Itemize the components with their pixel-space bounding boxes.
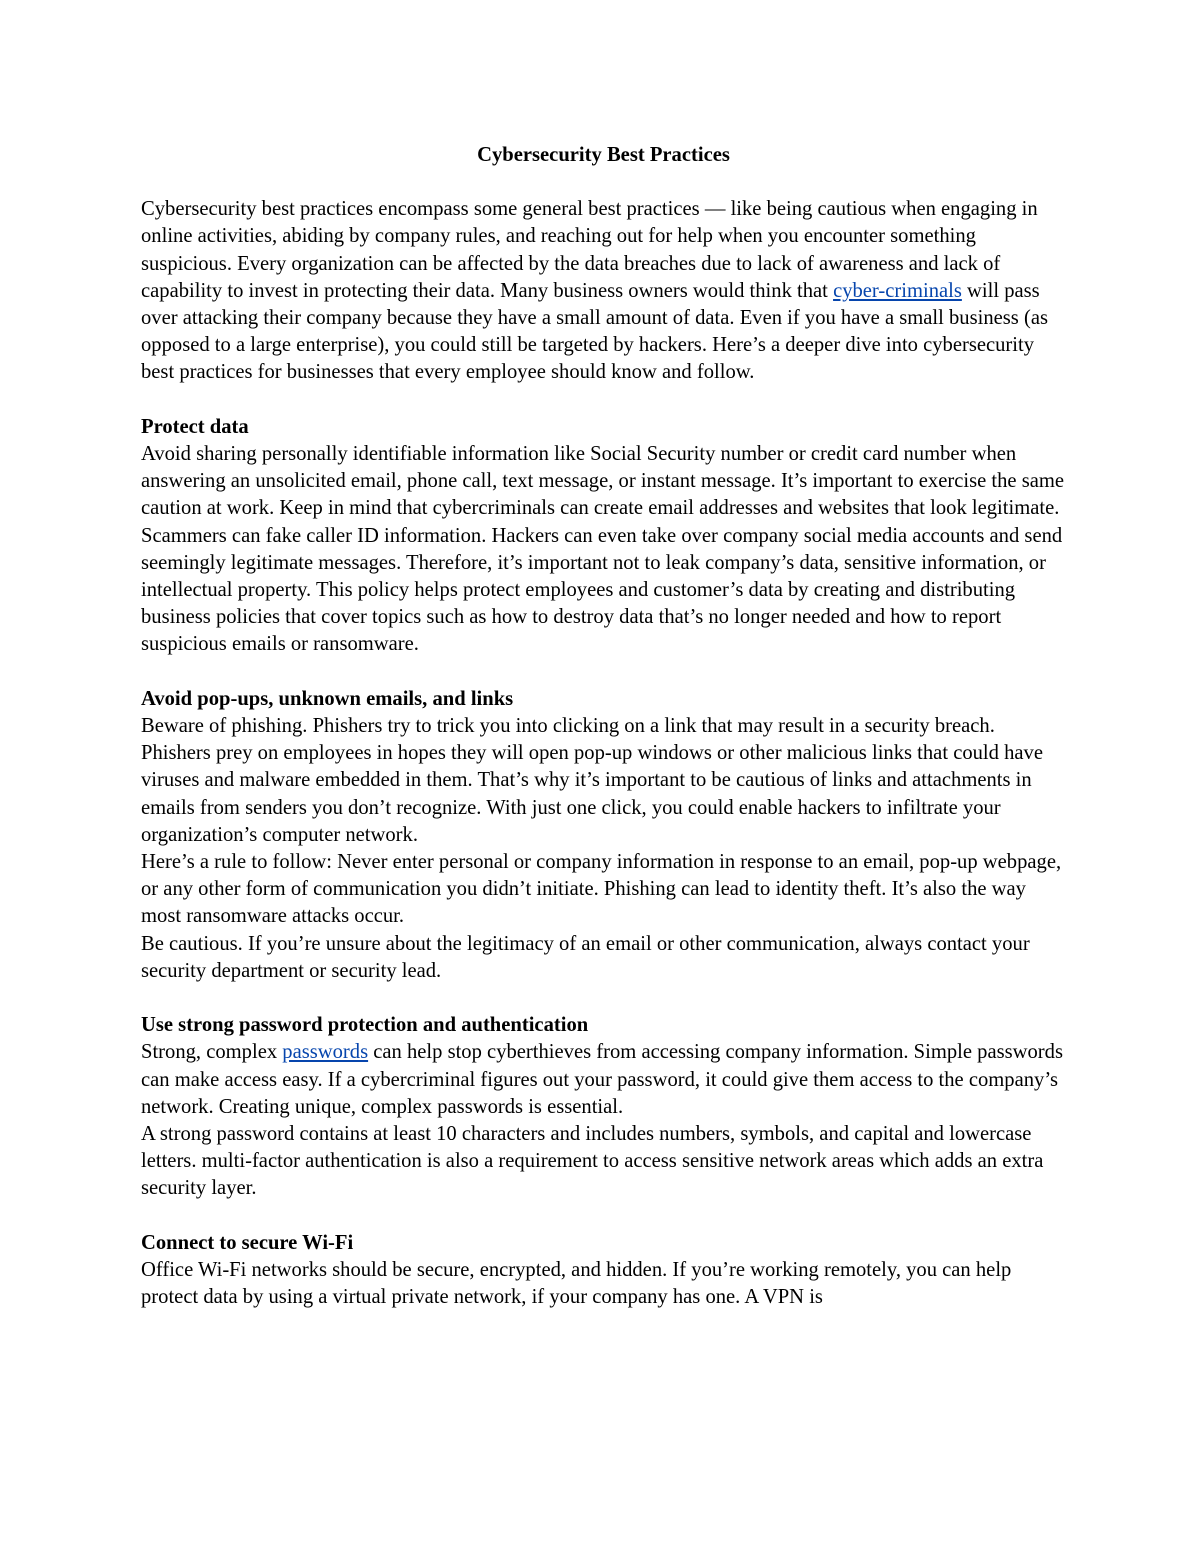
- section-paragraph: Be cautious. If you’re unsure about the legitimacy of an email or other communication, always contact your security department or security lead.: [141, 932, 1030, 982]
- section-strong-passwords: [141, 1012, 1066, 1202]
- section-paragraph: Avoid sharing personally identifiable information like Social Security number or credit card number when answering an unsolicited email, phone call, text message, or instant message. It’s important to exercise the same caution at work. Keep in mind that cybercriminals can create email addresses and websites that look legitimate. Scammers can fake caller ID information. Hackers can even take over company social media accounts and send seemingly legitimate messages. Therefore, it’s important not to leak company’s data, sensitive information, or intellectual property. This policy helps protect employees and customer’s data by creating and distributing business policies that cover topics such as how to destroy data that’s no longer needed and how to report suspicious emails or ransomware.: [141, 443, 1065, 656]
- section-heading: Connect to secure Wi-Fi: [141, 1231, 354, 1254]
- cyber-criminals-link[interactable]: cyber-criminals: [833, 279, 962, 302]
- section-paragraph: Here’s a rule to follow: Never enter personal or company information in response to an email, pop-up webpage, or any other form of communication you didn’t initiate. Phishing can lead to identity theft. It’s also the way most ransomware attacks occur.: [141, 851, 1062, 928]
- section-secure-wifi: [141, 1230, 1066, 1312]
- intro-text-end: will pass over attacking their company because they have a small amount of data. Even if you have a small business (as opposed to a large enterprise), you could still be targeted by hackers. Here’s a deeper dive into cybersecurity best practices for businesses that every employee should know and follow.: [141, 279, 1048, 384]
- section-avoid-popups: [141, 686, 1066, 985]
- document-title: Cybersecurity Best Practices: [477, 144, 730, 166]
- section-protect-data: [141, 414, 1066, 659]
- password-text-start: Strong, complex: [141, 1041, 283, 1064]
- section-paragraph: Office Wi-Fi networks should be secure, encrypted, and hidden. If you’re working remotely, you can help protect data by using a virtual private network, if your company has one. A VPN is: [141, 1259, 1012, 1309]
- document-body: [141, 142, 1066, 1339]
- intro-text-start: Cybersecurity best practices encompass some general best practices — like being cautious when engaging in online activities, abiding by company rules, and reaching out for help when you encounter something suspicious. Every organization can be affected by the data breaches due to lack of awareness and lack of capability to invest in protecting their data. Many business owners would think that: [141, 198, 1038, 302]
- section-heading: Use strong password protection and authentication: [141, 1014, 589, 1037]
- section-paragraph: Beware of phishing. Phishers try to trick you into clicking on a link that may result in a security breach. Phishers prey on employees in hopes they will open pop-up windows or other malicious links that could have viruses and malware embedded in them. That’s why it’s important to be cautious of links and attachments in emails from senders you don’t recognize. With just one click, you could enable hackers to infiltrate your organization’s computer network.: [141, 715, 1043, 846]
- section-paragraph: [141, 1039, 1066, 1121]
- section-paragraph: A strong password contains at least 10 characters and includes numbers, symbols, and capital and lowercase letters. multi-factor authentication is also a requirement to access sensitive network areas which adds an extra security layer.: [141, 1123, 1044, 1200]
- section-heading: Protect data: [141, 415, 249, 438]
- password-text-end: can help stop cyberthieves from accessing company information. Simple passwords can make access easy. If a cybercriminal figures out your password, it could give them access to the company’s network. Creating unique, complex passwords is essential.: [141, 1041, 1063, 1118]
- intro-paragraph: [141, 196, 1066, 386]
- section-heading: Avoid pop-ups, unknown emails, and links: [141, 687, 514, 710]
- passwords-link[interactable]: passwords: [282, 1041, 369, 1064]
